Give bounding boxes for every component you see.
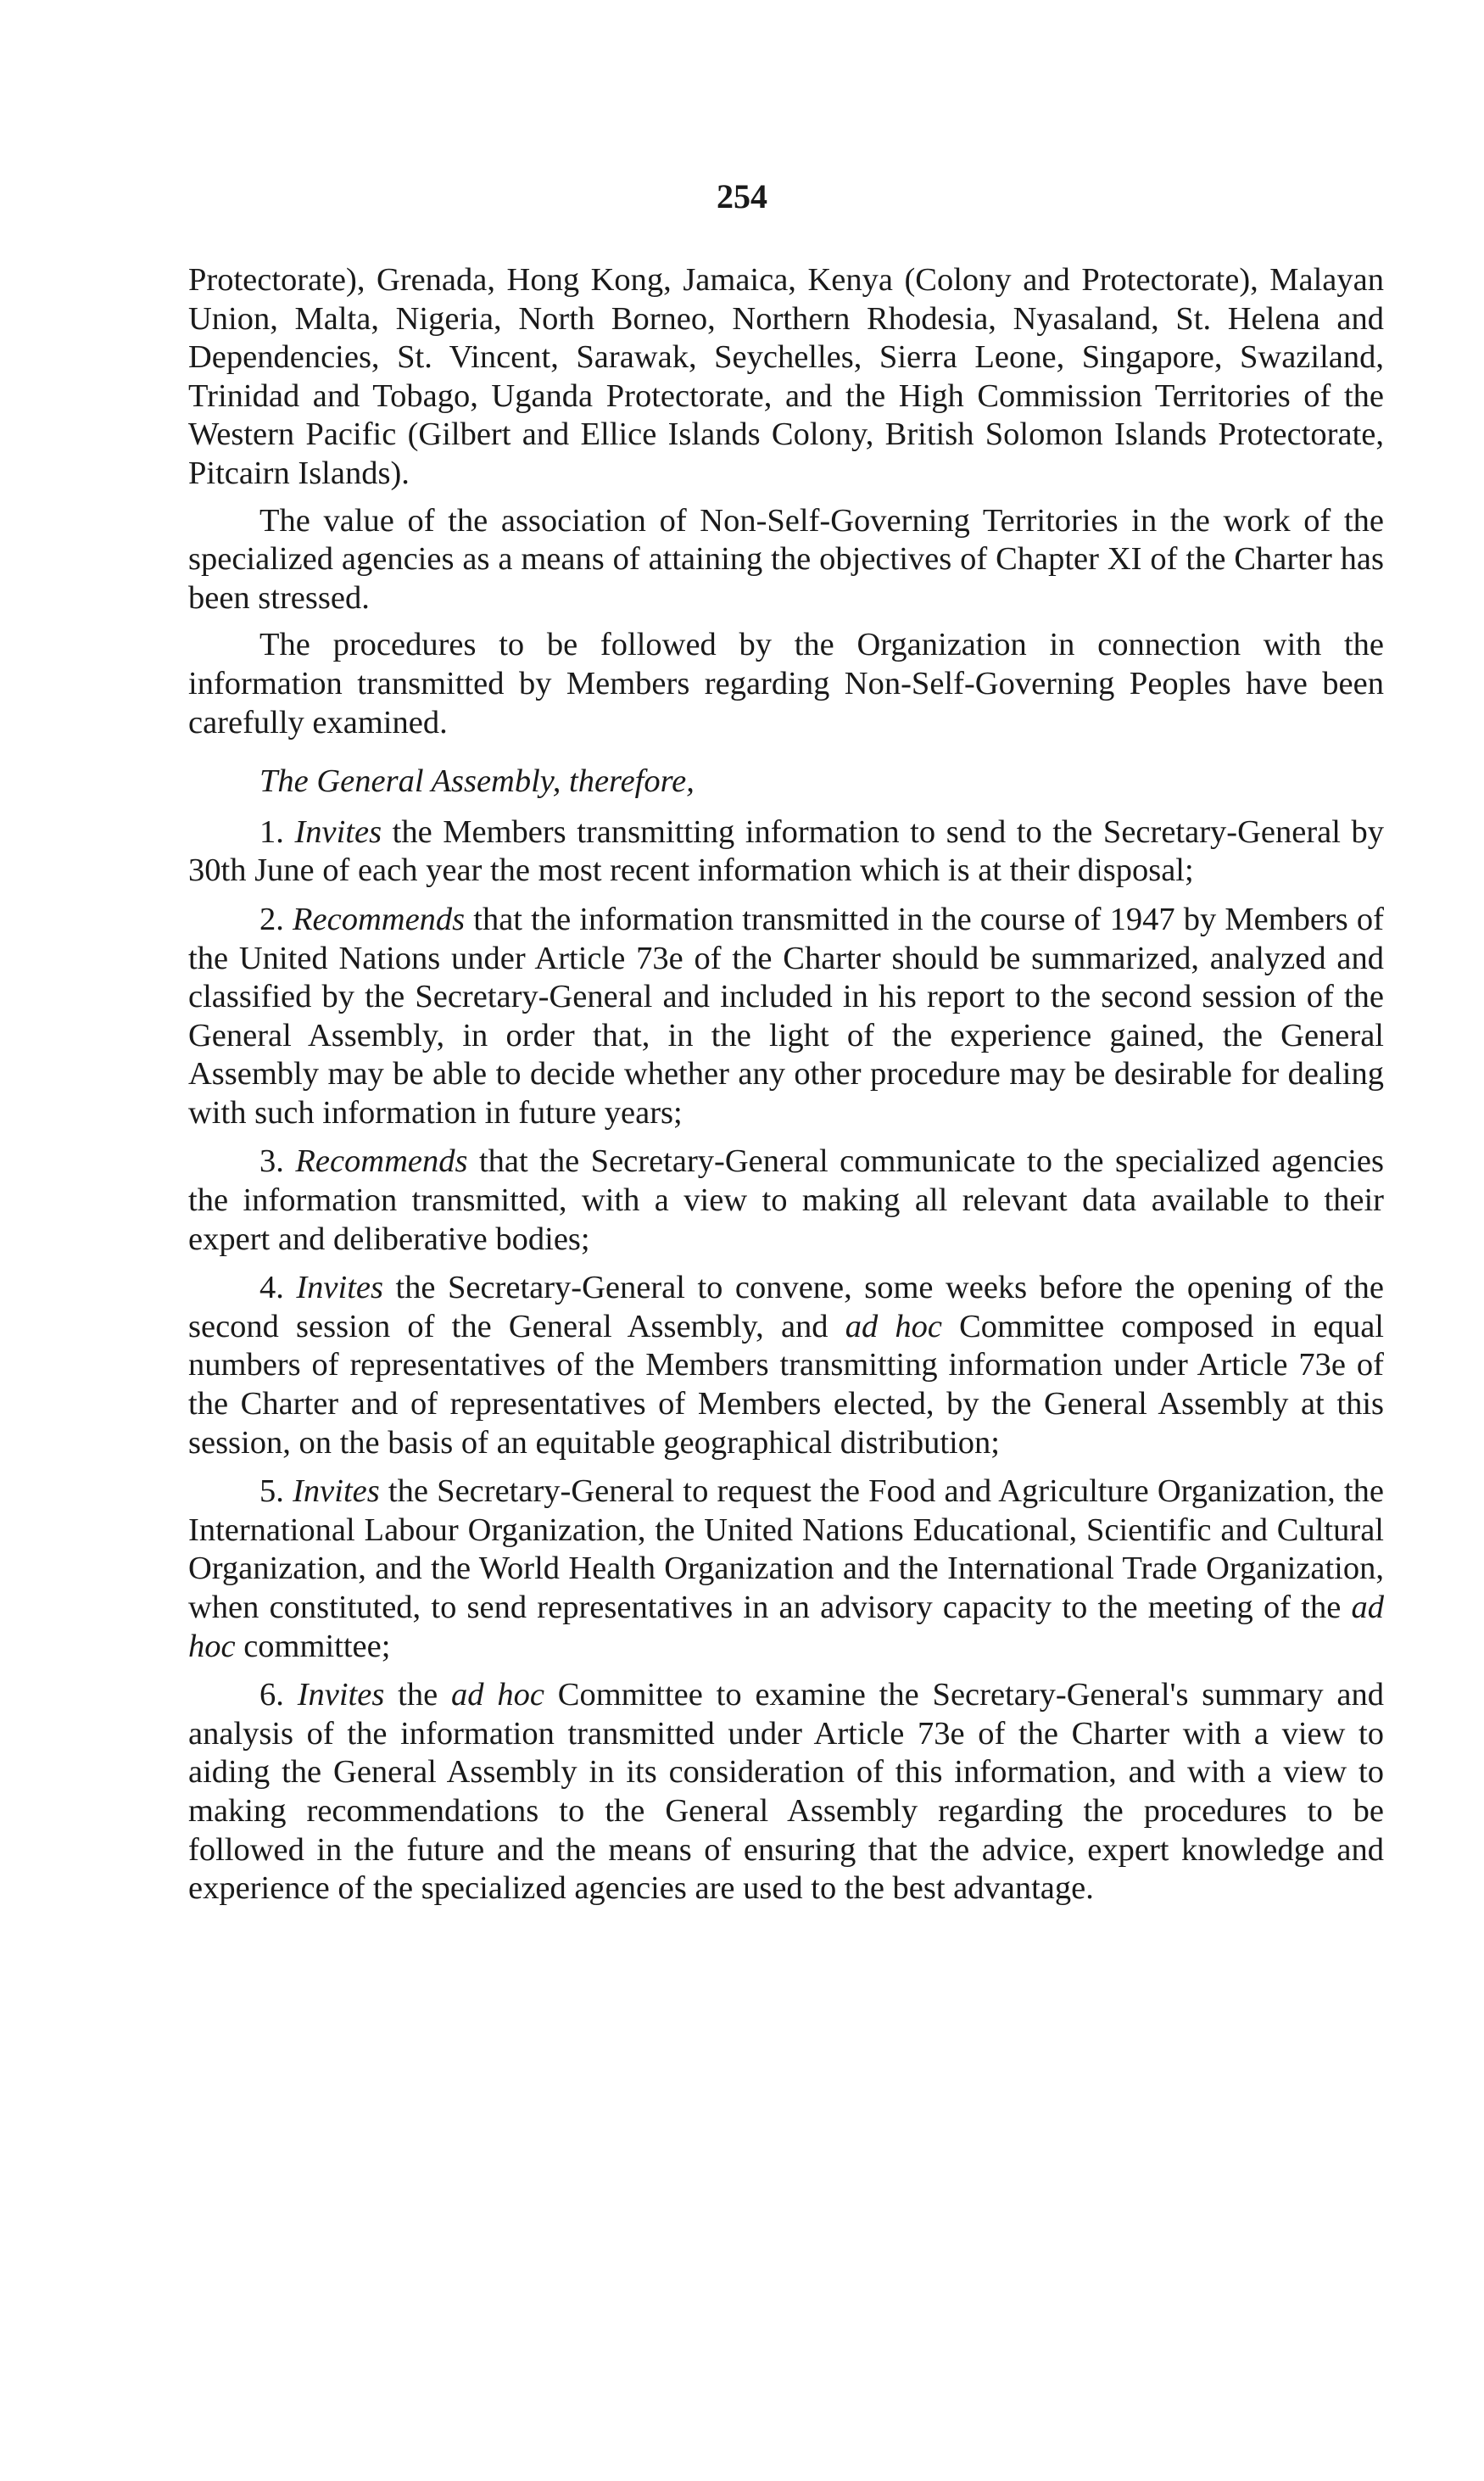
resolution-item-4	[188, 1269, 1384, 1462]
item-text: Committee composed in equal numbers of representatives of the Members transmitting information under Article 73e of the Charter and of representatives of Members elected, by the General Assembly at this session, on the basis of an equitable geographical distribution;	[188, 1308, 1385, 1461]
item-number: 5.	[259, 1473, 284, 1510]
resolution-item-1	[188, 813, 1384, 891]
item-verb: Invites	[296, 1270, 383, 1306]
resolution-heading: The General Assembly, therefore,	[259, 763, 695, 800]
paragraph-association-value: The value of the association of Non-Self-Governing Territories in the work of the specialized agencies as a means of attaining the objectives of Chapter XI of the Charter has been stressed.	[188, 502, 1384, 616]
item-number: 4.	[259, 1270, 284, 1306]
item-text: the Secretary-General to convene, some weeks before the opening of the second session of the General Assembly, and	[188, 1270, 1385, 1344]
resolution-item-2	[188, 901, 1384, 1133]
paragraph-procedures: The procedures to be followed by the Organization in connection with the information transmitted by Members regarding Non-Self-Governing Peoples have been carefully examined.	[188, 627, 1384, 740]
item-latin-term: ad hoc	[188, 1590, 1384, 1664]
document-body	[188, 261, 1384, 1919]
page-number: 254	[717, 177, 767, 215]
item-verb: Invites	[293, 1473, 380, 1510]
paragraph-territories-list: Protectorate), Grenada, Hong Kong, Jamaica, Kenya (Colony and Protectorate), Malayan Union, Malta, Nigeria, North Borneo, Northern Rhodesia, Nyasaland, St. Helena and Dependencies, St. Vincent, Sarawak, Seychelles, Sierra Leone, Singapore, Swaziland, Trinidad and Tobago, Uganda Protectorate, and the High Commission Territories of the Western Pacific (Gilbert and Ellice Islands Colony, British Solomon Islands Protectorate, Pitcairn Islands).	[188, 262, 1384, 491]
item-number: 3.	[259, 1143, 284, 1180]
item-text: the Members transmitting information to send to the Secretary-General by 30th June of each year the most recent information which is at their disposal;	[188, 813, 1385, 889]
item-text: that the Secretary-General communicate to the specialized agencies the information transmitted, with a view to making all relevant data available to their expert and deliberative bodies;	[188, 1143, 1384, 1257]
resolution-item-6	[188, 1676, 1384, 1908]
item-latin-term: ad hoc	[451, 1677, 544, 1713]
resolution-item-5	[188, 1472, 1384, 1666]
item-number: 2.	[259, 901, 284, 937]
item-verb: Invites	[297, 1677, 385, 1713]
item-text: that the information transmitted in the course of 1947 by Members of the United Nations under Article 73e of the Charter should be summarized, analyzed and classified by the Secretary-General and included in his report to the second session of the General Assembly, in order that, in the light of the experience gained, the General Assembly may be able to decide whether any other procedure may be desirable for dealing with such information in future years;	[188, 901, 1384, 1131]
item-number: 1.	[259, 813, 284, 850]
item-verb: Recommends	[293, 901, 466, 937]
item-text: the Secretary-General to request the Food and Agriculture Organization, the International Labour Organization, the United Nations Educational, Scientific and Cultural Organization, and the World Health Organization and the International Trade Organization, when constituted, to send representatives in an advisory capacity to the meeting of the	[188, 1473, 1385, 1625]
item-text: committee;	[235, 1628, 391, 1664]
item-text: the	[384, 1677, 452, 1713]
item-number: 6.	[259, 1677, 284, 1713]
item-latin-term: ad hoc	[845, 1308, 942, 1344]
resolution-item-3	[188, 1143, 1384, 1259]
item-verb: Recommends	[295, 1143, 468, 1180]
item-verb: Invites	[294, 813, 382, 850]
item-text: Committee to examine the Secretary-General's summary and analysis of the information transmitted under Article 73e of the Charter with a view to aiding the General Assembly in its consideration of this information, and with a view to making recommendations to the General Assembly regarding the procedures to be followed in the future and the means of ensuring that the advice, expert knowledge and experience of the specialized agencies are used to the best advantage.	[188, 1677, 1384, 1907]
